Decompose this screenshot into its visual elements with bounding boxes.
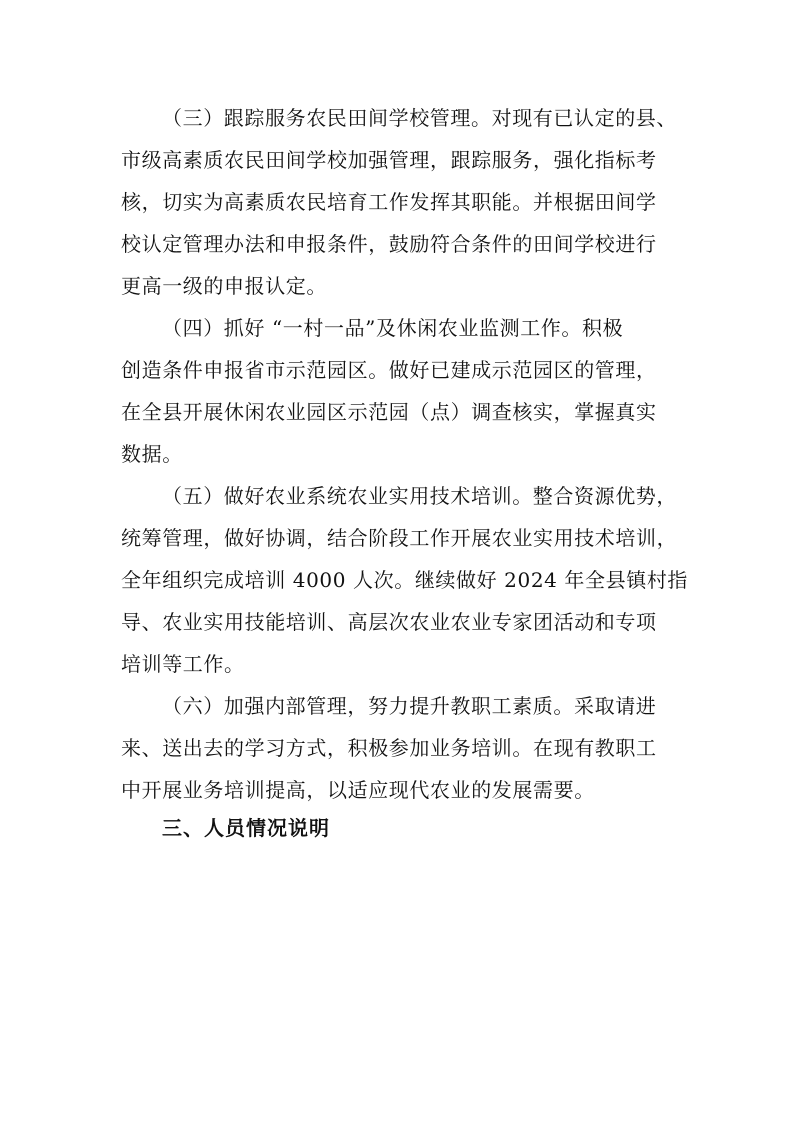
paragraph-3-line-4: 校认定管理办法和申报条件，鼓励符合条件的田间学校进行	[121, 232, 657, 256]
paragraph-5-line-2: 统筹管理，做好协调，结合阶段工作开展农业实用技术培训，	[121, 526, 678, 550]
paragraph-6-line-2: 来、送出去的学习方式，积极参加业务培训。在现有教职工	[121, 736, 657, 760]
paragraph-5-line-5: 培训等工作。	[121, 652, 245, 676]
paragraph-4-line-3: 在全县开展休闲农业园区示范园（点）调查核实，掌握真实	[121, 400, 657, 424]
paragraph-6-line-1: （六）加强内部管理，努力提升教职工素质。采取请进	[162, 694, 657, 718]
paragraph-6-line-3: 中开展业务培训提高，以适应现代农业的发展需要。	[121, 778, 595, 802]
paragraph-3-line-1: （三）跟踪服务农民田间学校管理。对现有已认定的县、	[162, 106, 677, 130]
paragraph-3-line-5: 更高一级的申报认定。	[121, 274, 327, 298]
paragraph-3-line-3: 核，切实为高素质农民培育工作发挥其职能。并根据田间学	[121, 190, 657, 214]
paragraph-5-line-1: （五）做好农业系统农业实用技术培训。整合资源优势，	[162, 484, 677, 508]
paragraph-3-line-2: 市级高素质农民田间学校加强管理，跟踪服务，强化指标考	[121, 148, 657, 172]
paragraph-4-line-1: （四）抓好 “一村一品”及休闲农业监测工作。积极	[162, 316, 624, 340]
paragraph-4-line-4: 数据。	[121, 442, 183, 466]
paragraph-4-line-2: 创造条件申报省市示范园区。做好已建成示范园区的管理，	[121, 358, 657, 382]
paragraph-5-line-3: 全年组织完成培训 4000 人次。继续做好 2024 年全县镇村指	[121, 568, 689, 592]
section-heading: 三、人员情况说明	[162, 816, 330, 840]
paragraph-5-line-4: 导、农业实用技能培训、高层次农业农业专家团活动和专项	[121, 610, 657, 634]
